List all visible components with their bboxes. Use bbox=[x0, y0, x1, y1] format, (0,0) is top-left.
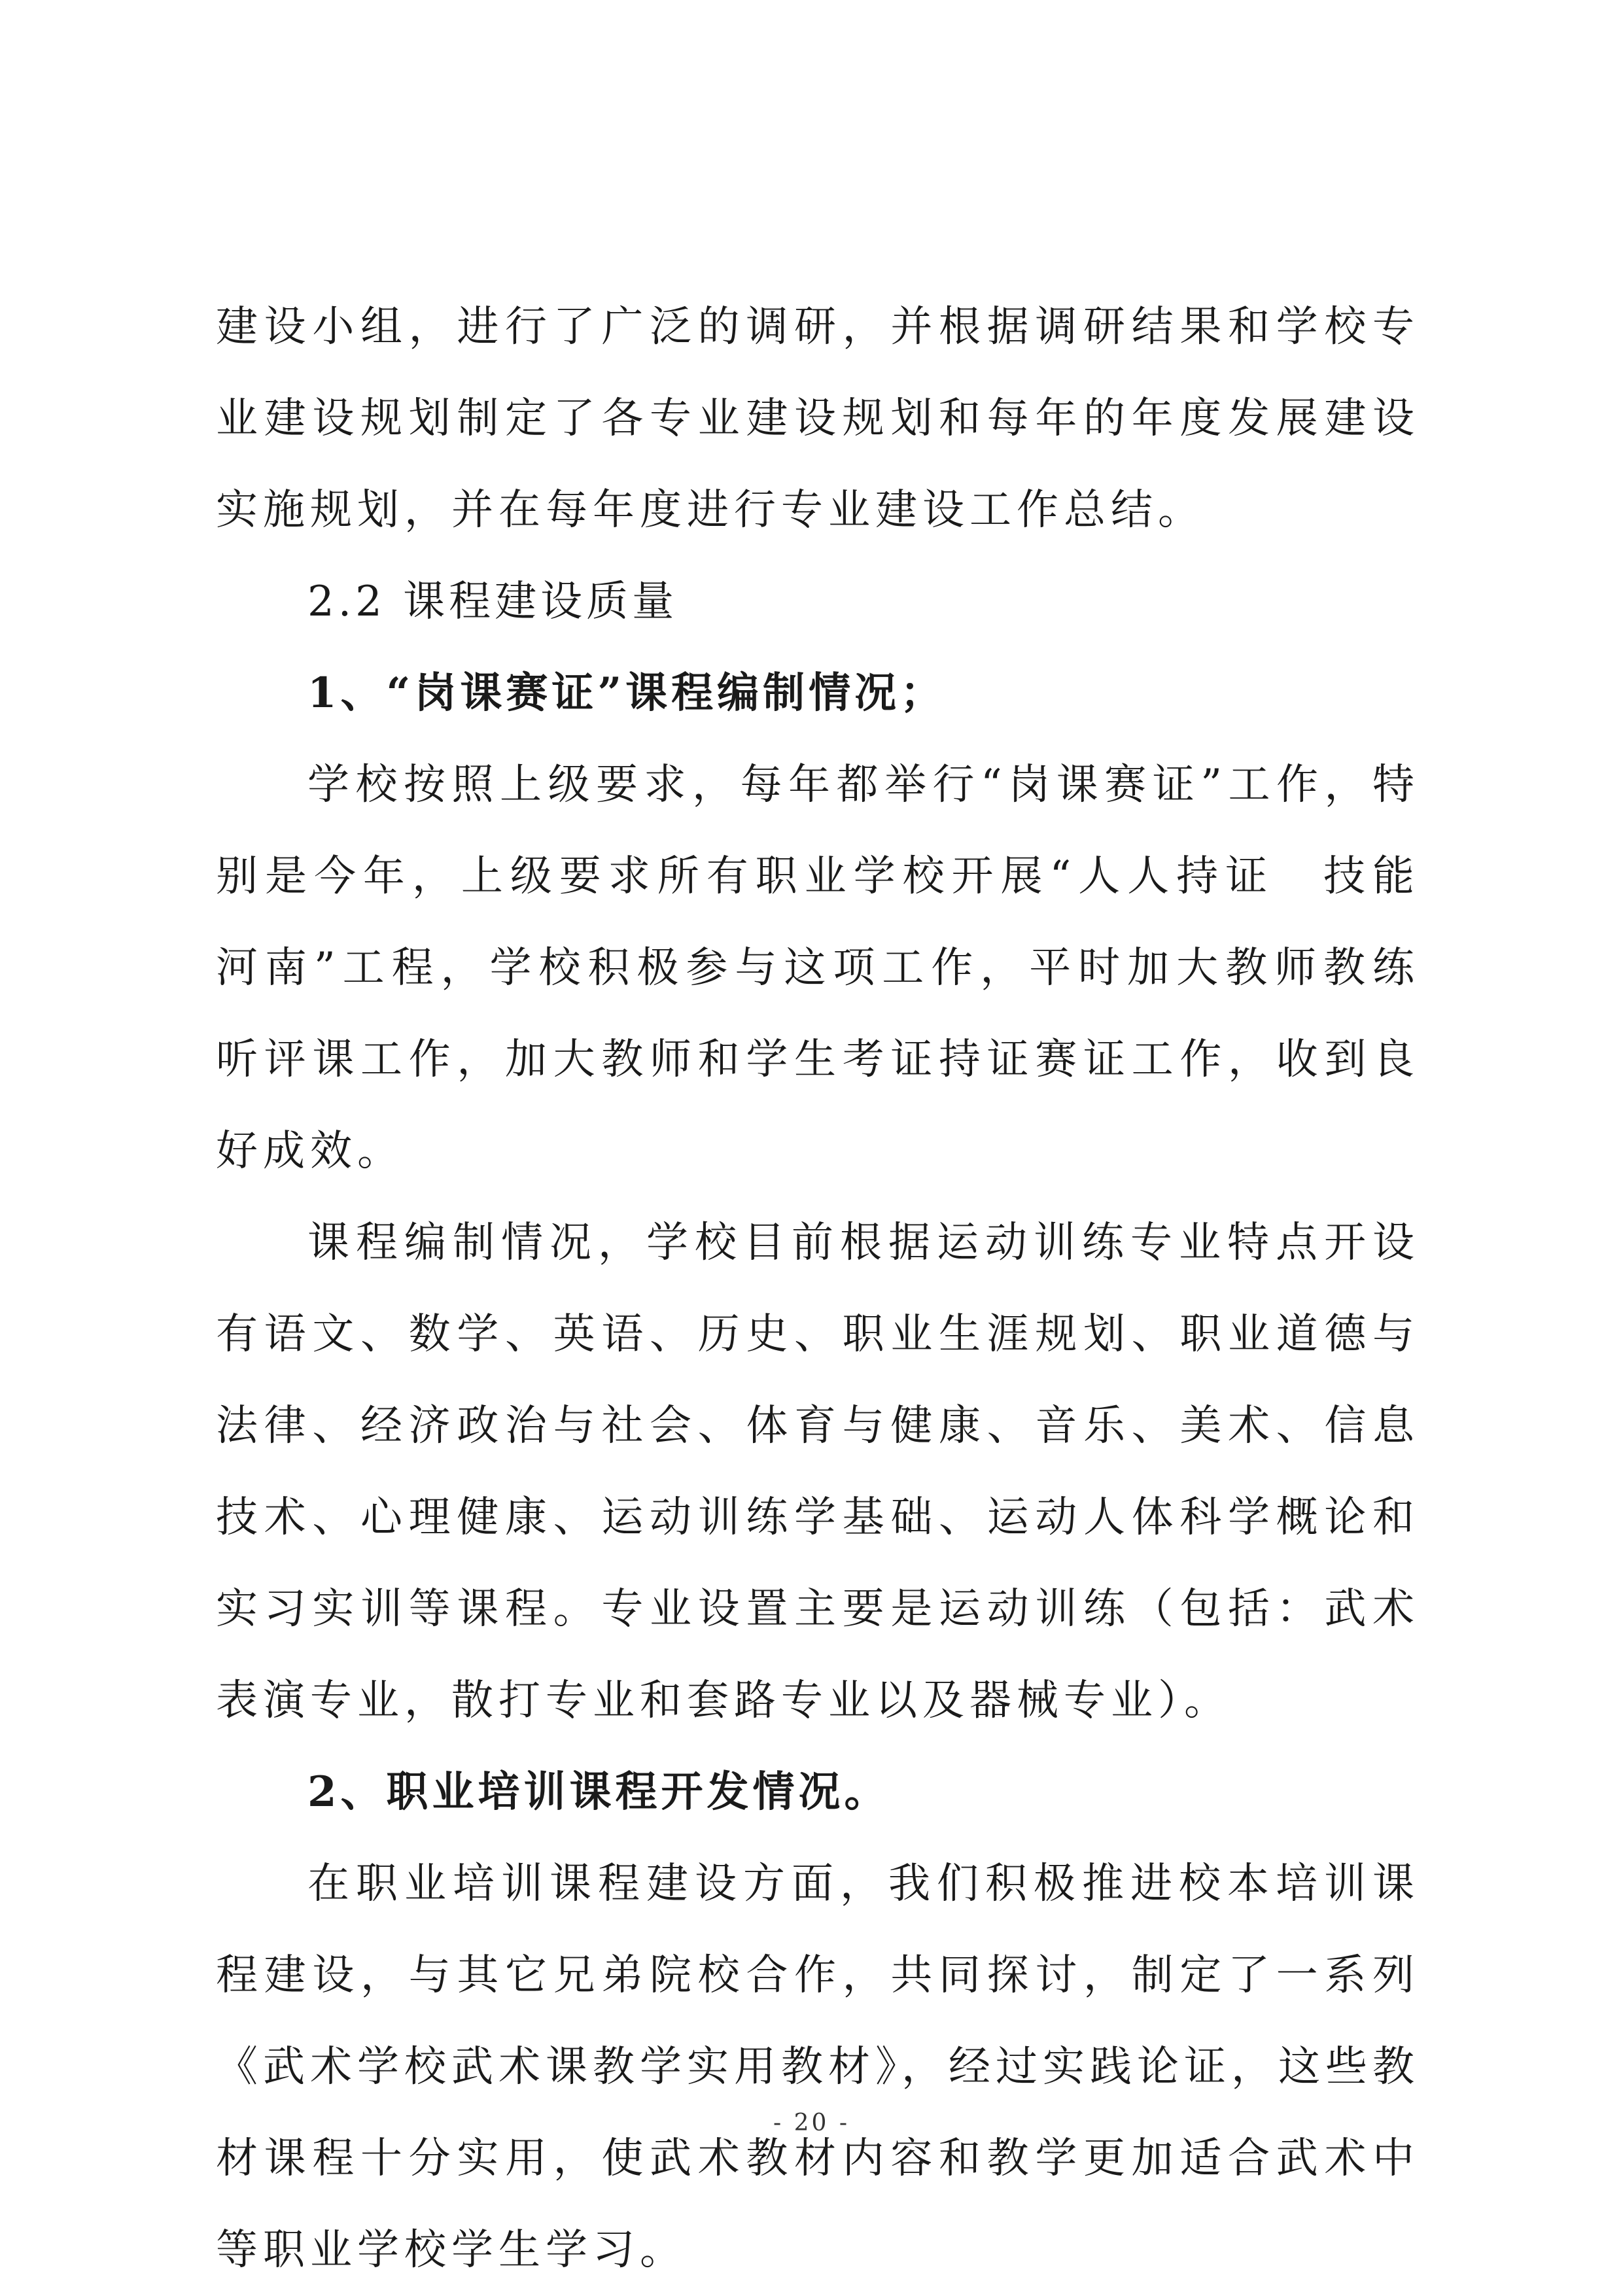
subheading-1: 1、“岗课赛证”课程编制情况； bbox=[307, 669, 947, 718]
paragraph-course-compilation: 课程编制情况，学校目前根据运动训练专业特点开设有语文、数学、英语、历史、职业生涯规划、职业道德与法律、经济政治与社会、体育与健康、音乐、美术、信息技术、心理健康、运动训练学基础、运动人体科学概论和实习实训等课程。专业设置主要是运动训练（包括：武术表演专业，散打专业和套路专业以及器械专业）。 bbox=[216, 1219, 1420, 1725]
document-body bbox=[216, 281, 1420, 2296]
paragraph-gangkesaizheng: 学校按照上级要求，每年都举行“岗课赛证”工作，特别是今年，上级要求所有职业学校开展“人人持证 技能河南”工程，学校积极参与这项工作，平时加大教师教练听评课工作，加大教师和学生考证持证赛证工作，收到良好成效。 bbox=[216, 761, 1420, 1175]
section-heading-2-2: 2.2 课程建设质量 bbox=[307, 578, 678, 626]
paragraph-vocational-training: 在职业培训课程建设方面，我们积极推进校本培训课程建设，与其它兄弟院校合作，共同探讨，制定了一系列《武术学校武术课教学实用教材》，经过实践论证，这些教材课程十分实用，使武术教材内容和教学更加适合武术中等职业学校学生学习。 bbox=[216, 1860, 1420, 2274]
subheading-2: 2、职业培训课程开发情况。 bbox=[307, 1767, 890, 1817]
paragraph-continuation: 建设小组，进行了广泛的调研，并根据调研结果和学校专业建设规划制定了各专业建设规划和每年的年度发展建设实施规划，并在每年度进行专业建设工作总结。 bbox=[216, 303, 1420, 534]
page-number: - 20 - bbox=[773, 2110, 850, 2136]
